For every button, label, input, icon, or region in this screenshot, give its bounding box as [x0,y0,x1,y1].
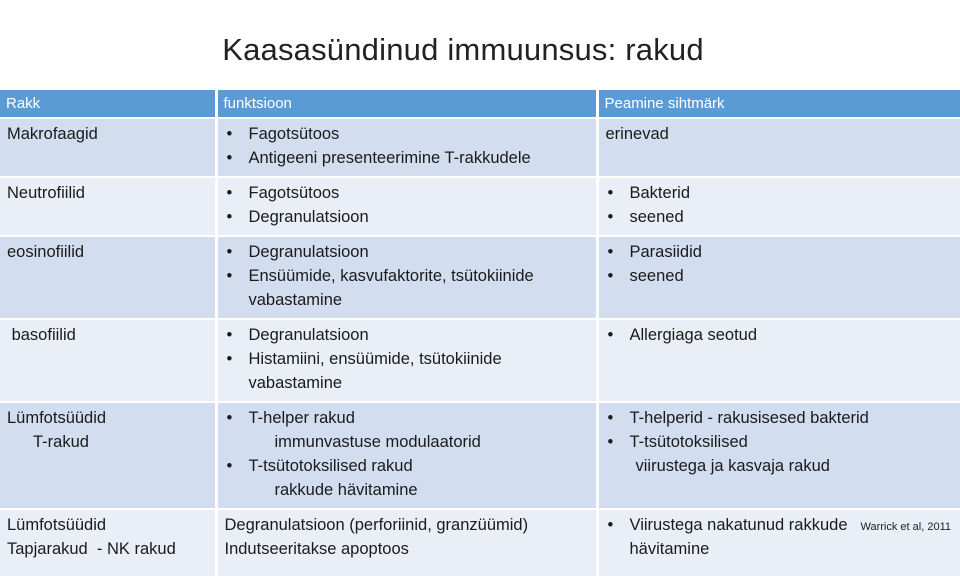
target-cell [597,236,960,319]
list-item-text-continued: immunvastuse modulaatorid [274,433,481,451]
list-item-text: Fagotsütoos [248,125,340,143]
list-item-text: Allergiaga seotud [629,326,758,344]
list-item [606,181,954,205]
list-item [225,264,589,312]
target-cell [597,118,960,177]
header-cell: Rakk [0,90,216,118]
bullet-icon: • [226,350,233,368]
cell-type-line: Lümfotsüüdid [7,516,107,534]
list-item-text: Degranulatsioon [248,326,369,344]
list-item-text: T-tsütotoksilised [629,433,748,451]
list-item-text: Viirustega nakatunud rakkude [629,516,848,534]
list-item [225,205,589,229]
function-cell [216,319,597,402]
bullet-icon: • [607,243,614,261]
cell-type-line: eosinofiilid [7,243,85,261]
function-list [225,323,589,395]
list-item [606,323,954,347]
cell-type [0,509,216,576]
list-item [225,122,589,146]
target-cell [597,177,960,236]
list-item-text-continued: viirustega ja kasvaja rakud [635,457,830,475]
bullet-icon: • [607,208,614,226]
cell-type [0,236,216,319]
table-row [0,236,960,319]
function-list [225,406,589,502]
bullet-icon: • [226,208,233,226]
cell-type-line: Neutrofiilid [7,184,85,202]
list-item-text: Degranulatsioon [248,243,369,261]
list-item [606,406,954,430]
list-item-text: Bakterid [629,184,691,202]
bullet-icon: • [226,326,233,344]
target-list [606,406,954,478]
list-item [225,146,589,170]
list-item-text-continued: hävitamine [629,540,710,558]
list-item [606,240,954,264]
list-item-text: Degranulatsioon [248,208,369,226]
list-item [225,240,589,264]
cell-type-line: basofiilid [7,326,76,344]
immune-cells-table [0,90,960,576]
table-row [0,402,960,509]
table-row [0,319,960,402]
bullet-icon: • [226,243,233,261]
function-cell [216,402,597,509]
target-list [606,240,954,288]
bullet-icon: • [226,267,233,285]
list-item-text: T-tsütotoksilised rakud [248,457,413,475]
table-row [0,118,960,177]
cell-type-subline: T-rakud [33,433,89,451]
list-item-text-continued: vabastamine [248,374,343,392]
list-item [225,323,589,347]
cell-type-line: Makrofaagid [7,125,98,143]
list-item-text: Fagotsütoos [248,184,340,202]
list-item-text: T-helper rakud [248,409,355,427]
bullet-icon: • [607,184,614,202]
cell-type-line: Lümfotsüüdid [7,409,107,427]
list-item-text-continued: rakkude hävitamine [274,481,418,499]
function-cell [216,118,597,177]
header-function: funktsioon [216,90,597,118]
bullet-icon: • [226,125,233,143]
target-cell [597,509,960,576]
list-item-text: seened [629,267,684,285]
list-item [606,264,954,288]
bullet-icon: • [607,516,614,534]
cell-type [0,118,216,177]
function-list [225,181,589,229]
function-text: Degranulatsioon (perforiinid, granzüümid) [224,516,529,534]
cell-type-subline: Tapjarakud - NK rakud [7,540,176,558]
target-text: erinevad [605,125,669,143]
table-header-row [0,90,960,118]
bullet-icon: • [226,457,233,475]
list-item [225,181,589,205]
cell-type [0,177,216,236]
bullet-icon: • [226,149,233,167]
bullet-icon: • [607,409,614,427]
target-list [606,181,954,229]
list-item-text: Histamiini, ensüümide, tsütokiinide [248,350,502,368]
bullet-icon: • [607,326,614,344]
function-cell [216,177,597,236]
bullet-icon: • [607,267,614,285]
list-item [225,406,589,454]
citation: Warrick et al, 2011 [860,521,951,533]
function-list [225,240,589,312]
bullet-icon: • [607,433,614,451]
list-item-text: Ensüümide, kasvufaktorite, tsütokiinide [248,267,534,285]
list-item-text: Antigeeni presenteerimine T-rakkudele [248,149,531,167]
target-cell [597,319,960,402]
list-item-text: Parasiidid [629,243,702,261]
cell-type [0,319,216,402]
bullet-icon: • [226,184,233,202]
target-list [606,323,954,347]
function-cell [216,236,597,319]
cell-type [0,402,216,509]
target-cell [597,402,960,509]
function-cell [216,509,597,576]
function-text: Indutseeritakse apoptoos [224,540,409,558]
table-row [0,509,960,576]
list-item-text: seened [629,208,684,226]
list-item-text: T-helperid - rakusisesed bakterid [629,409,869,427]
table-row [0,177,960,236]
slide-title: Kaasasündinud immuunsus: rakud [222,32,704,67]
function-list [225,122,589,170]
bullet-icon: • [226,409,233,427]
list-item [606,205,954,229]
list-item [225,454,589,502]
header-target: Peamine sihtmärk [597,90,960,118]
list-item [606,430,954,478]
list-item-text-continued: vabastamine [248,291,343,309]
list-item [225,347,589,395]
